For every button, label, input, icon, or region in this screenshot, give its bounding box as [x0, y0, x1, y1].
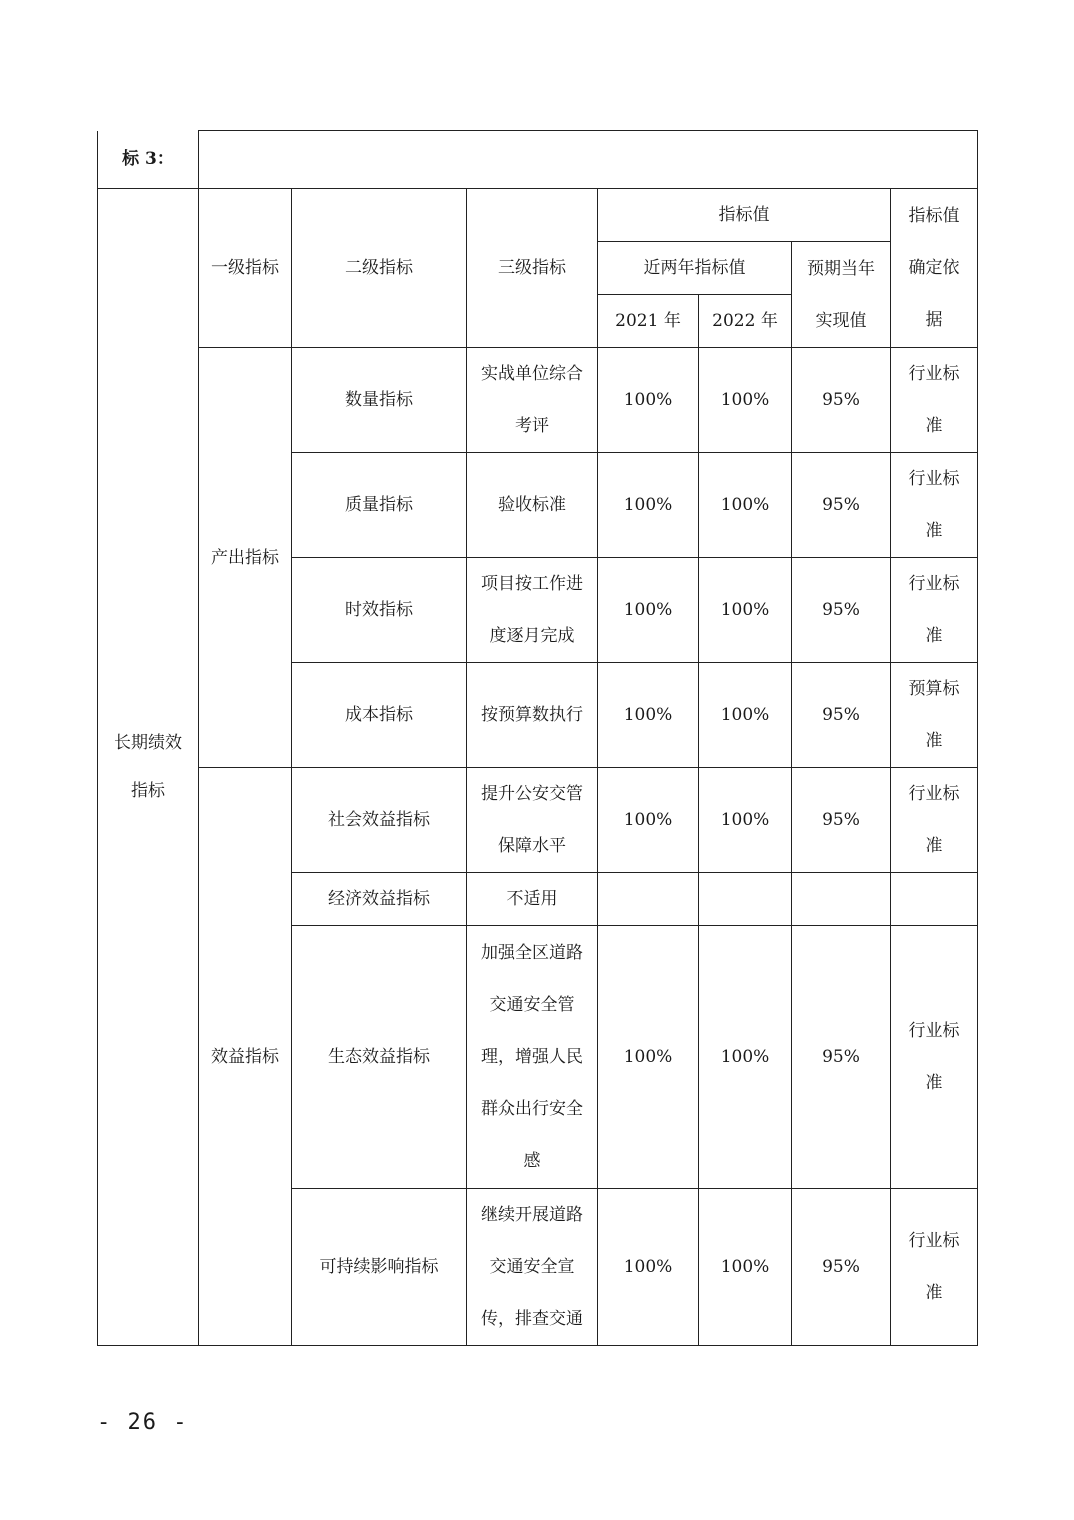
cell-expected: 95% — [792, 926, 891, 1189]
column-header-2021: 2021 年 — [598, 295, 699, 348]
cell-2021: 100% — [598, 558, 699, 663]
cell-level2: 社会效益指标 — [292, 768, 467, 873]
cell-2022: 100% — [699, 663, 792, 768]
performance-indicator-table — [97, 130, 978, 1346]
cell-level3: 不适用 — [467, 873, 598, 926]
column-header-level2: 二级指标 — [292, 189, 467, 348]
cell-basis: 预算标准 — [891, 663, 978, 768]
table-header-label: 标 3： — [98, 131, 199, 189]
cell-2022: 100% — [699, 1189, 792, 1346]
cell-level2: 可持续影响指标 — [292, 1189, 467, 1346]
cell-basis: 行业标准 — [891, 768, 978, 873]
column-header-level1: 一级指标 — [199, 189, 292, 348]
column-header-indicator-value: 指标值 — [598, 189, 891, 242]
cell-expected: 95% — [792, 1189, 891, 1346]
cell-level3: 实战单位综合考评 — [467, 348, 598, 453]
side-label: 长期绩效指标 — [98, 189, 199, 1346]
table-header-content — [199, 131, 978, 189]
cell-basis — [891, 873, 978, 926]
cell-2021: 100% — [598, 768, 699, 873]
cell-level2: 生态效益指标 — [292, 926, 467, 1189]
cell-level2: 数量指标 — [292, 348, 467, 453]
table-row — [98, 768, 978, 873]
column-header-level3: 三级指标 — [467, 189, 598, 348]
group-output: 产出指标 — [199, 348, 292, 768]
cell-2021: 100% — [598, 453, 699, 558]
cell-2022: 100% — [699, 558, 792, 663]
cell-expected: 95% — [792, 768, 891, 873]
cell-basis: 行业标准 — [891, 453, 978, 558]
cell-level3: 按预算数执行 — [467, 663, 598, 768]
cell-level3: 提升公安交管保障水平 — [467, 768, 598, 873]
page-number: - 26 - — [97, 1410, 189, 1435]
cell-expected: 95% — [792, 558, 891, 663]
cell-level3: 验收标准 — [467, 453, 598, 558]
cell-level2: 经济效益指标 — [292, 873, 467, 926]
cell-expected — [792, 873, 891, 926]
cell-basis: 行业标准 — [891, 348, 978, 453]
cell-level2: 质量指标 — [292, 453, 467, 558]
column-header-basis: 指标值确定依据 — [891, 189, 978, 348]
cell-2021: 100% — [598, 663, 699, 768]
cell-2021: 100% — [598, 348, 699, 453]
cell-2022: 100% — [699, 348, 792, 453]
column-header-expected: 预期当年实现值 — [792, 242, 891, 348]
cell-2021: 100% — [598, 1189, 699, 1346]
group-benefit: 效益指标 — [199, 768, 292, 1346]
cell-2022: 100% — [699, 768, 792, 873]
cell-level3: 项目按工作进度逐月完成 — [467, 558, 598, 663]
cell-level2: 成本指标 — [292, 663, 467, 768]
cell-2021: 100% — [598, 926, 699, 1189]
cell-2022 — [699, 873, 792, 926]
table-row — [98, 348, 978, 453]
cell-basis: 行业标准 — [891, 926, 978, 1189]
cell-level2: 时效指标 — [292, 558, 467, 663]
column-header-2022: 2022 年 — [699, 295, 792, 348]
cell-2021 — [598, 873, 699, 926]
cell-expected: 95% — [792, 663, 891, 768]
cell-level3: 加强全区道路交通安全管理，增强人民群众出行安全感 — [467, 926, 598, 1189]
cell-2022: 100% — [699, 453, 792, 558]
column-header-recent-two-years: 近两年指标值 — [598, 242, 792, 295]
cell-basis: 行业标准 — [891, 558, 978, 663]
cell-expected: 95% — [792, 348, 891, 453]
cell-2022: 100% — [699, 926, 792, 1189]
cell-level3: 继续开展道路交通安全宣传，排查交通 — [467, 1189, 598, 1346]
cell-expected: 95% — [792, 453, 891, 558]
cell-basis: 行业标准 — [891, 1189, 978, 1346]
